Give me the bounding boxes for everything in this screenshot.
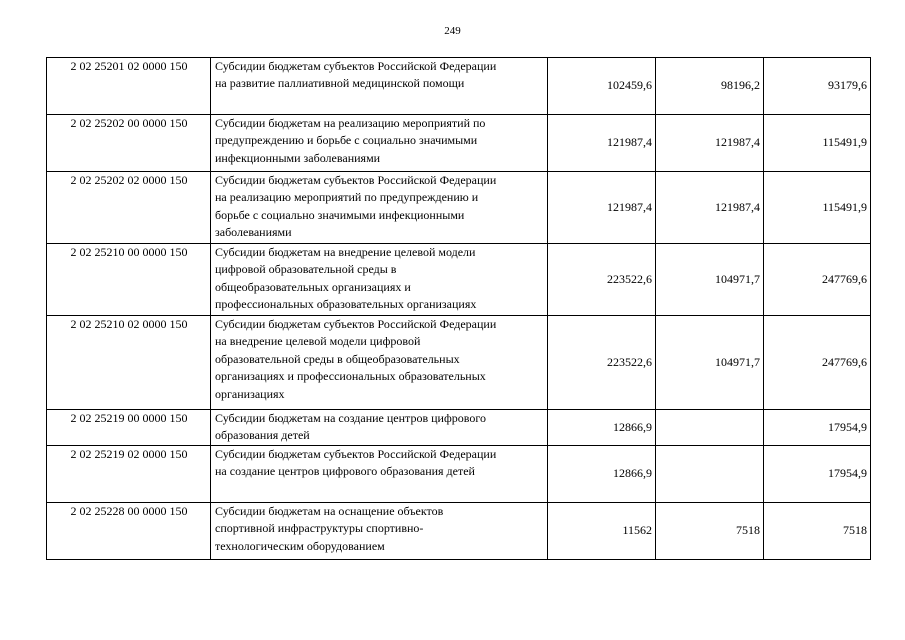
value-cell-3: 247769,6 — [764, 244, 871, 316]
description-line: борьбе с социально значимыми инфекционными — [215, 207, 465, 222]
description-line: образовательной среды в общеобразовательных — [215, 351, 460, 366]
description-line: Субсидии бюджетам субъектов Российской Федерации — [215, 446, 497, 461]
description-cell — [211, 445, 548, 502]
value-cell-2: 121987,4 — [656, 115, 764, 172]
budget-table — [46, 57, 871, 560]
budget-table-body — [47, 58, 871, 560]
page-number: 249 — [444, 25, 461, 37]
description-cell — [211, 316, 548, 410]
value-cell-1: 223522,6 — [548, 244, 656, 316]
table-row — [47, 410, 871, 446]
table-row — [47, 244, 871, 316]
description-line: Субсидии бюджетам субъектов Российской Федерации — [215, 59, 497, 73]
table-row — [47, 172, 871, 244]
budget-code-cell: 2 02 25210 02 0000 150 — [47, 316, 211, 410]
value-cell-1: 11562 — [548, 502, 656, 559]
value-cell-1: 12866,9 — [548, 410, 656, 446]
budget-code-cell: 2 02 25202 00 0000 150 — [47, 115, 211, 172]
description-cell — [211, 244, 548, 316]
description-line: общеобразовательных организациях и — [215, 279, 411, 294]
description-line: инфекционными заболеваниями — [215, 150, 381, 165]
value-cell-2: 7518 — [656, 502, 764, 559]
value-cell-2: 98196,2 — [656, 58, 764, 115]
budget-code-cell: 2 02 25201 02 0000 150 — [47, 58, 211, 115]
description-line: профессиональных образовательных организациях — [215, 297, 477, 312]
description-line: организациях — [215, 386, 285, 401]
description-line: на развитие паллиативной медицинской помощи — [215, 76, 465, 91]
description-line: на реализацию мероприятий по предупреждению и — [215, 190, 479, 205]
value-cell-1: 12866,9 — [548, 445, 656, 502]
description-line: технологическим оборудованием — [215, 538, 385, 553]
value-cell-2 — [656, 445, 764, 502]
description-line: на создание центров цифрового образования детей — [215, 464, 475, 479]
description-cell — [211, 172, 548, 244]
description-line: заболеваниями — [215, 225, 292, 240]
description-cell — [211, 502, 548, 559]
table-row — [47, 115, 871, 172]
description-cell — [211, 410, 548, 446]
value-cell-1: 121987,4 — [548, 172, 656, 244]
budget-code-cell: 2 02 25228 00 0000 150 — [47, 502, 211, 559]
value-cell-1: 223522,6 — [548, 316, 656, 410]
value-cell-3: 17954,9 — [764, 445, 871, 502]
value-cell-3: 7518 — [764, 502, 871, 559]
value-cell-3: 247769,6 — [764, 316, 871, 410]
table-row — [47, 316, 871, 410]
description-line: организациях и профессиональных образовательных — [215, 369, 486, 384]
value-cell-1: 121987,4 — [548, 115, 656, 172]
description-line: на внедрение целевой модели цифровой — [215, 334, 421, 349]
value-cell-3: 115491,9 — [764, 172, 871, 244]
description-line: спортивной инфраструктуры спортивно- — [215, 521, 424, 536]
table-row — [47, 58, 871, 115]
budget-code-cell: 2 02 25219 02 0000 150 — [47, 445, 211, 502]
budget-code-cell: 2 02 25210 00 0000 150 — [47, 244, 211, 316]
value-cell-3: 93179,6 — [764, 58, 871, 115]
value-cell-3: 115491,9 — [764, 115, 871, 172]
value-cell-3: 17954,9 — [764, 410, 871, 446]
description-line: Субсидии бюджетам на создание центров цифрового — [215, 411, 486, 425]
budget-code-cell: 2 02 25202 02 0000 150 — [47, 172, 211, 244]
description-line: Субсидии бюджетам на оснащение объектов — [215, 503, 444, 518]
description-line: Субсидии бюджетам на внедрение целевой модели — [215, 245, 476, 259]
description-line: цифровой образовательной среды в — [215, 262, 397, 277]
value-cell-2: 121987,4 — [656, 172, 764, 244]
value-cell-2: 104971,7 — [656, 316, 764, 410]
table-row — [47, 445, 871, 502]
budget-code-cell: 2 02 25219 00 0000 150 — [47, 410, 211, 446]
description-cell — [211, 58, 548, 115]
description-line: образования детей — [215, 428, 310, 443]
value-cell-2: 104971,7 — [656, 244, 764, 316]
value-cell-1: 102459,6 — [548, 58, 656, 115]
table-row — [47, 502, 871, 559]
value-cell-2 — [656, 410, 764, 446]
description-line: Субсидии бюджетам на реализацию мероприятий по — [215, 116, 486, 130]
description-line: Субсидии бюджетам субъектов Российской Федерации — [215, 317, 497, 331]
description-cell — [211, 115, 548, 172]
description-line: Субсидии бюджетам субъектов Российской Федерации — [215, 173, 497, 187]
description-line: предупреждению и борьбе с социально значимыми — [215, 133, 478, 148]
